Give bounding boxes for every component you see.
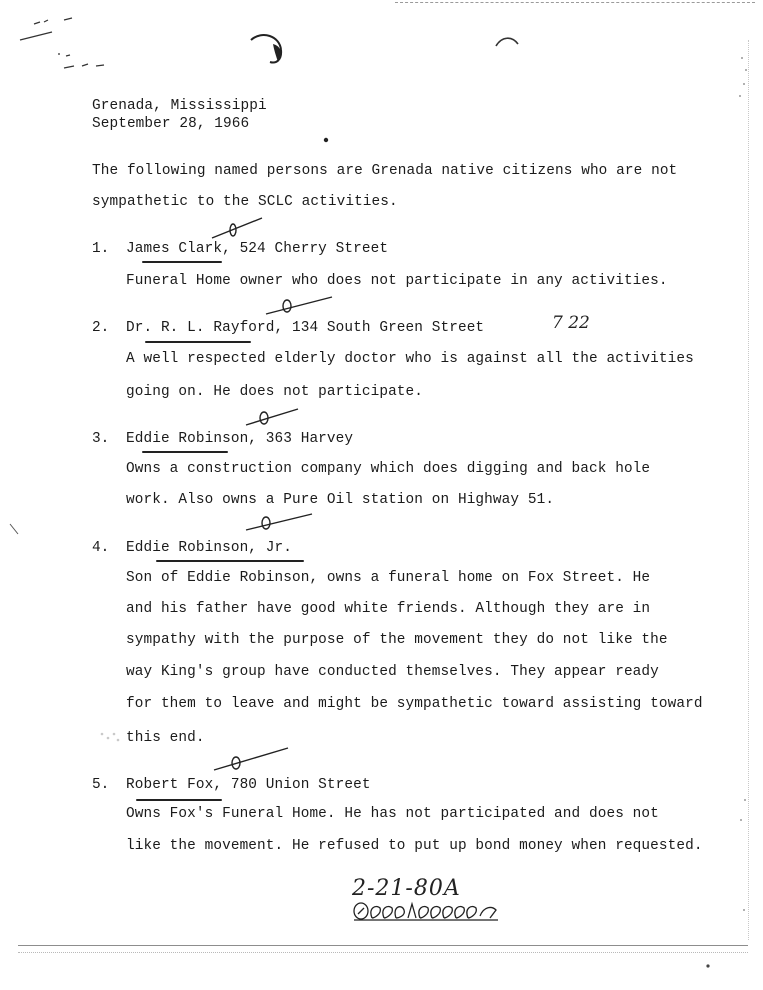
entry-2-number: 2. [92,320,110,336]
entry-4-line-2: and his father have good white friends. Although they are in [126,601,651,617]
entry-4-underline [156,560,304,562]
entry-5-line-2: like the movement. He refused to put up bond money when requested. [126,838,703,854]
entry-4-line-1: Son of Eddie Robinson, owns a funeral home on Fox Street. He [126,570,651,586]
entry-3-heading: Eddie Robinson, 363 Harvey [126,431,354,447]
margin-note: 7 22 [552,313,590,333]
entry-4-line-3: sympathy with the purpose of the movement they do not like the [126,632,668,648]
entry-4-number: 4. [92,540,110,556]
entry-3-line-1: Owns a construction company which does digging and back hole [126,461,651,477]
entry-2-heading: Dr. R. L. Rayford, 134 South Green Street [126,320,485,336]
entry-1-underline [142,261,222,263]
entry-1-number: 1. [92,241,110,257]
entry-4-line-6: this end. [126,730,205,746]
entry-1-heading: James Clark, 524 Cherry Street [126,241,389,257]
entry-5-number: 5. [92,777,110,793]
entry-1-line-1: Funeral Home owner who does not participate in any activities. [126,273,668,289]
entry-3-number: 3. [92,431,110,447]
serial-number-scribble [352,900,500,922]
entry-5-heading: Robert Fox, 780 Union Street [126,777,371,793]
header-place: Grenada, Mississippi [92,98,267,114]
entry-3-underline [142,451,228,453]
punch-hole-right [496,38,518,46]
entry-3-line-2: work. Also owns a Pure Oil station on Highway 51. [126,492,555,508]
entry-4-heading: Eddie Robinson, Jr. [126,540,292,556]
serial-code: 2-21-80A [352,876,461,901]
corner-scribble [20,18,104,68]
entry-2-line-1: A well respected elderly doctor who is against all the activities [126,351,694,367]
intro-line-1: The following named persons are Grenada native citizens who are not [92,163,678,179]
entry-5-underline [136,799,222,801]
entry-5-line-1: Owns Fox's Funeral Home. He has not participated and does not [126,806,659,822]
entry-4-line-5: for them to leave and might be sympathetic toward assisting toward [126,696,703,712]
header-date: September 28, 1966 [92,116,250,132]
entry-4-line-4: way King's group have conducted themselves. They appear ready [126,664,659,680]
entry-2-underline [145,341,251,343]
intro-line-2: sympathetic to the SCLC activities. [92,194,398,210]
entry-2-line-2: going on. He does not participate. [126,384,424,400]
